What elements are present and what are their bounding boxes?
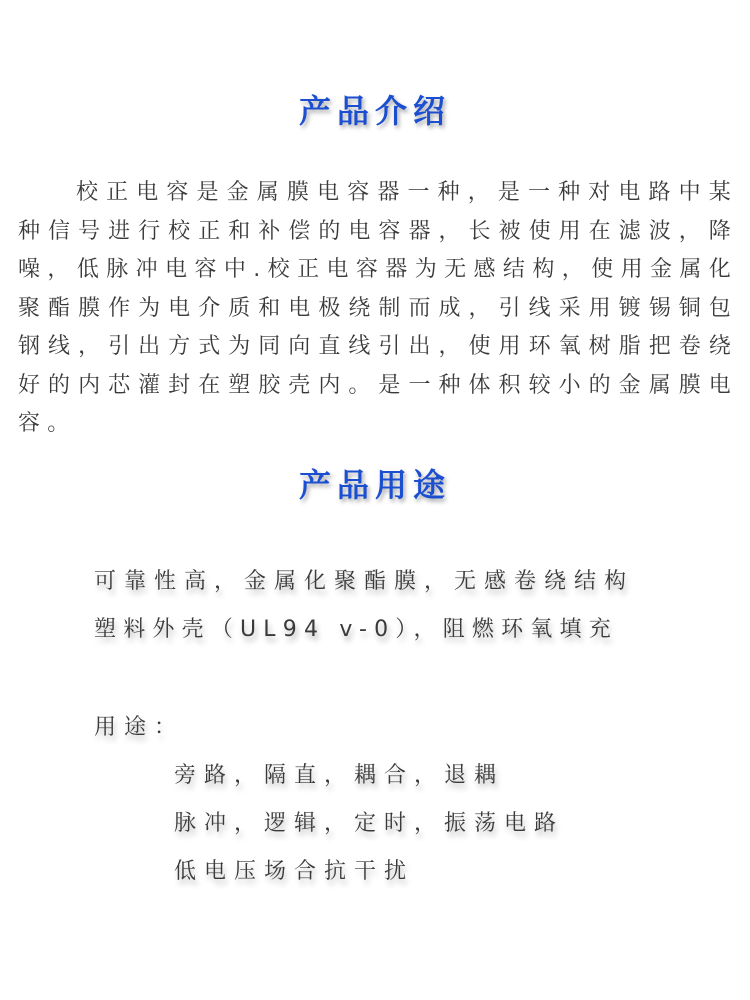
usage-item: 脉冲，逻辑，定时，振荡电路 <box>174 811 565 836</box>
usage-title: 产品用途 <box>298 466 451 504</box>
usage-item: 旁路，隔直，耦合，退耦 <box>174 763 505 788</box>
intro-title: 产品介绍 <box>298 92 451 130</box>
intro-paragraph: 校正电容是金属膜电容器一种，是一种对电路中某种信号进行校正和补偿的电容器，长被使用在滤波，降噪，低脉冲电容中.校正电容器为无感结构，使用金属化聚酯膜作为电介质和电极绕制而成，引线采用镀锡铜包钢线，引出方式为同向直线引出，使用环氧树脂把卷绕好的内芯灌封在塑胶壳内。是一种体积较小的金属膜电容。 <box>18 180 738 436</box>
usage-label: 用途： <box>94 715 185 740</box>
feature-line: 塑料外壳（UL94 v-0），阻燃环氧填充 <box>94 617 618 642</box>
usage-item: 低电压场合抗干扰 <box>174 859 415 884</box>
feature-line: 可靠性高，金属化聚酯膜，无感卷绕结构 <box>94 569 635 594</box>
